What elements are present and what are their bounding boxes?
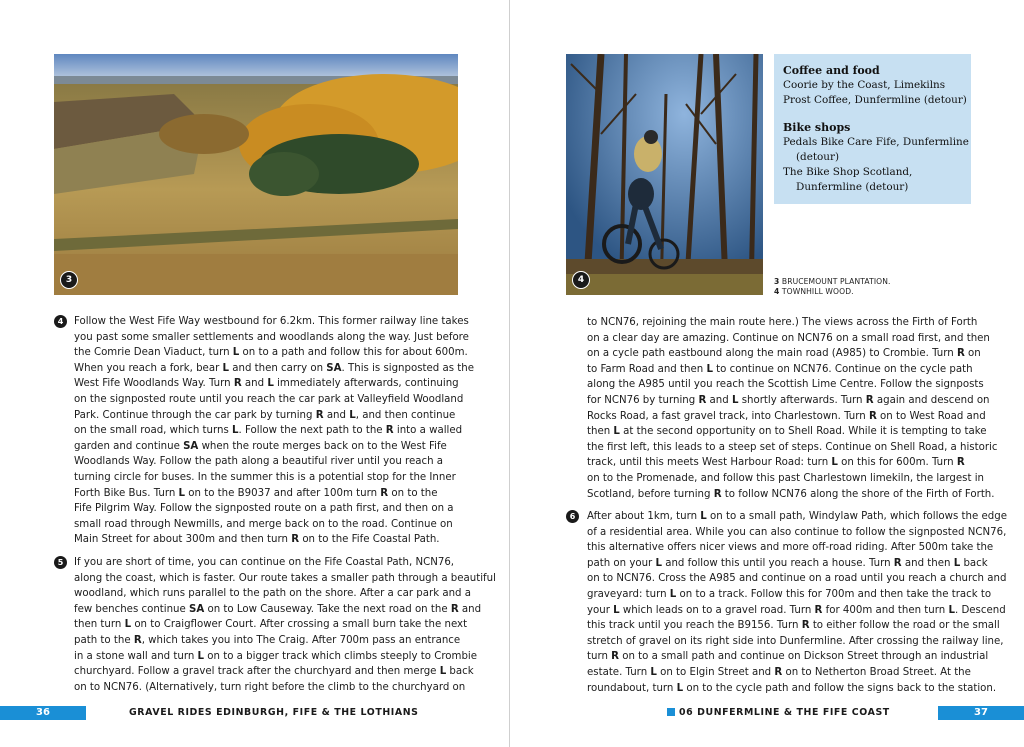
text-line: on a cycle path eastbound along the main road (A985) to Crombie. Turn R on: [587, 348, 981, 360]
text-line: then L at the second opportunity on to Shell Road. While it is tempting to take: [587, 426, 987, 438]
text-line: to Farm Road and then L to continue on NCN76. Continue on the cycle path: [587, 363, 973, 375]
text-line: estate. Turn L on to Elgin Street and R on to Netherton Broad Street. At the: [587, 666, 971, 678]
cyclist-image: [566, 54, 763, 295]
step-number-5-icon: 5: [54, 556, 67, 569]
chapter-title: 06 DUNFERMLINE & THE FIFE COAST: [667, 706, 890, 720]
photo-captions: [774, 277, 891, 297]
text-line: When you reach a fork, bear L and then carry on SA. This is signposted as the: [74, 362, 474, 374]
text-line: for NCN76 by turning R and L shortly afterwards. Turn R again and descend on: [587, 394, 990, 406]
text-line: the first left, this leads to a steep set of steps. Continue on Shell Road, a historic: [587, 441, 998, 453]
text-line: garden and continue SA when the route merges back on to the West Fife: [74, 440, 447, 452]
text-line: Fife Pilgrim Way. Follow the signposted route on a path first, and then on a: [74, 503, 454, 515]
bike-shops-heading: Bike shops: [783, 121, 851, 134]
coffee-heading: Coffee and food: [783, 64, 880, 77]
text-line: this alternative offers nicer views and more off-road riding. After 500m take the: [587, 542, 994, 554]
text-line: stretch of gravel on its right side into Dunfermline. After crossing the railway line,: [587, 635, 1004, 647]
text-line: churchyard. Follow a gravel track after the churchyard and then merge L back: [74, 666, 474, 678]
step-number-4-icon: 4: [54, 315, 67, 328]
left-page: [0, 0, 510, 747]
text-line: this track until you reach the B9156. Turn R to either follow the road or the small: [587, 620, 1000, 632]
text-line: few benches continue SA on to Low Causeway. Take the next road on the R and: [74, 603, 482, 615]
text-line: track, until this meets West Harbour Road: turn L on this for 600m. Turn R: [587, 457, 965, 469]
photo-brucemount-plantation: [54, 54, 458, 295]
text-line: Scotland, before turning R to follow NCN76 along the shore of the Firth of Forth.: [587, 488, 995, 500]
text-line: on a clear day are amazing. Continue on NCN76 on a small road first, and then: [587, 332, 990, 344]
text-line: along the A985 until you reach the Scottish Lime Centre. Follow the signposts: [587, 379, 984, 391]
text-line: you past some smaller settlements and woodlands along the way. Just before: [74, 331, 469, 343]
text-line: Rocks Road, a fast gravel track, into Charlestown. Turn R on to West Road and: [587, 410, 986, 422]
text-line: Park. Continue through the car park by turning R and L, and then continue: [74, 409, 456, 421]
text-line: path on your L and follow this until you reach a house. Turn R and then L back: [587, 557, 988, 569]
text-line: Main Street for about 300m and then turn R on to the Fife Coastal Path.: [74, 534, 440, 546]
caption-3: 3 BRUCEMOUNT PLANTATION.: [774, 277, 891, 286]
text-line: your L which leads on to a gravel road. Turn R for 400m and then turn L. Descend: [587, 604, 1006, 616]
page-number-left: 36: [0, 706, 86, 720]
text-line: on to NCN76. (Alternatively, turn right before the climb to the churchyard on: [74, 681, 466, 693]
text-line: turn R on to a small path and continue on Dickson Street through an industrial: [587, 651, 989, 663]
bike-shop-item-cont: (detour): [796, 151, 839, 163]
text-line: to NCN76, rejoining the main route here.) The views across the Firth of Forth: [587, 317, 978, 328]
text-line: on to the Promenade, and follow this past Charlestown limekiln, the largest in: [587, 472, 984, 484]
route-step-5-continued: [587, 315, 997, 502]
text-line: graveyard: turn L on to a track. Follow this for 700m and then take the track to: [587, 588, 992, 600]
text-line: along the coast, which is faster. Our route takes a smaller path through a beautiful: [74, 572, 496, 584]
caption-4: 4 TOWNHILL WOOD.: [774, 287, 854, 296]
text-line: in a stone wall and turn L on to a bigger track which climbs steeply to Crombie: [74, 650, 478, 662]
text-line: If you are short of time, you can continue on the Fife Coastal Path, NCN76,: [74, 557, 455, 568]
step-number-6-icon: 6: [566, 510, 579, 523]
route-step-6: [569, 509, 1007, 696]
text-line: then turn L on to Craigflower Court. After crossing a small burn take the next: [74, 619, 468, 631]
text-line: of a residential area. While you can also continue to follow the signposted NCN76,: [587, 526, 1007, 538]
route-step-5: [57, 555, 496, 695]
landscape-image: [54, 54, 458, 295]
coffee-item: Coorie by the Coast, Limekilns: [783, 79, 946, 91]
text-line: Follow the West Fife Way westbound for 6.2km. This former railway line takes: [74, 316, 469, 327]
running-title: GRAVEL RIDES EDINBURGH, FIFE & THE LOTHIANS: [129, 707, 419, 718]
info-box: [774, 54, 971, 204]
bike-shop-item: Pedals Bike Care Fife, Dunfermline: [783, 136, 969, 148]
text-line: on to NCN76. Cross the A985 and continue on a road until you reach a church and: [587, 573, 1007, 585]
text-line: turning circle for buses. In the summer this is a potential stop for the Inner: [74, 471, 456, 483]
text-line: path to the R, which takes you into The Craig. After 700m pass an entrance: [74, 634, 461, 646]
text-line: Forth Bike Bus. Turn L on to the B9037 and after 100m turn R on to the: [74, 487, 438, 499]
text-line: After about 1km, turn L on to a small path, Windylaw Path, which follows the edge: [587, 511, 1007, 522]
text-line: West Fife Woodlands Way. Turn R and L immediately afterwards, continuing: [74, 378, 459, 390]
page-number-right: 37: [938, 706, 1024, 720]
text-line: on the signposted route until you reach the car park at Valleyfield Woodland: [74, 393, 464, 405]
coffee-item: Prost Coffee, Dunfermline (detour): [783, 94, 967, 106]
text-line: on the small road, which turns L. Follow the next path to the R into a walled: [74, 425, 463, 437]
text-line: roundabout, turn L on to the cycle path and follow the signs back to the station.: [587, 682, 997, 694]
bike-shop-item: The Bike Shop Scotland,: [783, 166, 913, 178]
text-line: small road through Newmills, and merge back on to the road. Continue on: [74, 518, 453, 530]
photo-townhill-wood: [566, 54, 763, 295]
text-line: the Comrie Dean Viaduct, turn L on to a path and follow this for about 600m.: [74, 347, 468, 359]
text-line: woodland, which runs parallel to the path on the shore. After a car park and a: [74, 588, 471, 600]
photo-number-badge: 3: [60, 271, 78, 289]
photo-number-badge: 4: [572, 271, 590, 289]
bike-shop-item-cont: Dunfermline (detour): [796, 181, 909, 193]
route-step-4: [57, 314, 474, 548]
chapter-square-icon: [667, 708, 675, 716]
text-line: Woodlands Way. Follow the path along a beautiful river until you reach a: [74, 456, 444, 468]
